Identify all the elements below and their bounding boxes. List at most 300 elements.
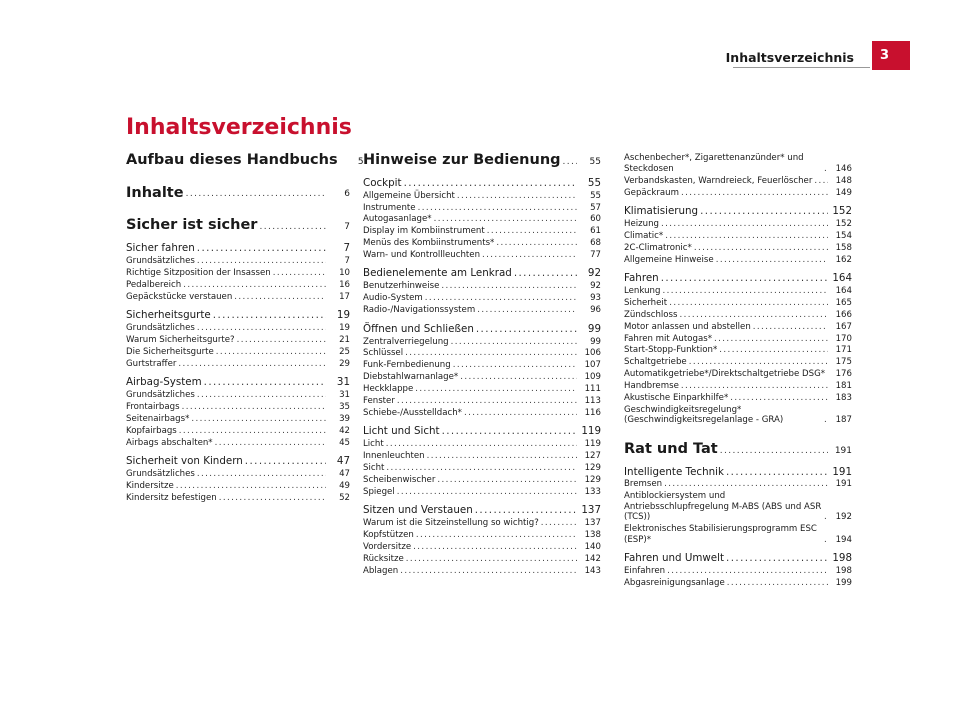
toc-entry-page: 6 (344, 189, 350, 200)
toc-entry-page: 7 (344, 222, 350, 233)
running-header-title: Inhaltsverzeichnis (725, 50, 854, 65)
toc-entry-page: 198 (835, 566, 852, 577)
toc-entry-title: Gepäckstücke verstauen (126, 291, 233, 302)
dot-leader (661, 272, 828, 285)
dot-leader (541, 518, 577, 528)
toc-entry-page: 127 (584, 451, 601, 462)
toc-entry-title: Abgasreinigungsanlage (624, 577, 725, 588)
toc-entry-page: 10 (339, 267, 350, 278)
dot-leader (464, 408, 577, 418)
toc-entry-title: Kindersitz befestigen (126, 492, 217, 503)
toc-entry-title: Intelligente Technik (624, 465, 724, 478)
toc-entry[interactable] (126, 280, 350, 290)
toc-entry-title: Richtige Sitzposition der Insassen (126, 267, 271, 278)
toc-entry-title: Schlüssel (363, 348, 404, 359)
toc-entry[interactable] (126, 376, 350, 389)
toc-entry[interactable] (126, 426, 350, 436)
toc-entry-page: 129 (584, 474, 601, 485)
dot-leader (667, 566, 828, 576)
toc-entry[interactable] (363, 238, 601, 248)
toc-entry[interactable] (363, 177, 601, 190)
header-rule (733, 67, 870, 68)
toc-entry-page: 194 (835, 534, 852, 545)
toc-entry-page: 191 (835, 479, 852, 490)
toc-entry[interactable] (363, 337, 601, 347)
dot-leader (714, 334, 828, 344)
toc-entry-page: 92 (590, 281, 601, 292)
toc-entry-page: 167 (835, 321, 852, 332)
toc-entry-title: Instrumente (363, 202, 416, 213)
toc-entry[interactable] (363, 504, 601, 517)
toc-entry-title: Rat und Tat (624, 440, 718, 457)
toc-entry-page: 31 (339, 390, 350, 401)
toc-entry[interactable] (363, 542, 601, 552)
toc-entry[interactable] (624, 524, 852, 545)
dot-leader (720, 446, 828, 459)
toc-entry-title: Die Sicherheitsgurte (126, 346, 214, 357)
toc-entry-title: Heizung (624, 219, 659, 230)
toc-entry-title: Menüs des Kombiinstruments* (363, 238, 495, 249)
toc-entry[interactable] (363, 408, 601, 418)
toc-entry[interactable] (126, 481, 350, 491)
toc-entry[interactable] (126, 292, 350, 302)
toc-entry[interactable] (363, 226, 601, 236)
toc-entry[interactable] (126, 309, 350, 322)
toc-entry-page: 111 (584, 384, 601, 395)
toc-entry-page: 55 (589, 156, 601, 167)
toc-entry-page: 93 (590, 293, 601, 304)
toc-entry[interactable] (363, 451, 601, 461)
toc-entry[interactable] (624, 205, 852, 218)
toc-entry-page: 170 (835, 333, 852, 344)
toc-entry[interactable] (126, 455, 350, 468)
toc-entry-page: 25 (339, 346, 350, 357)
toc-entry[interactable] (126, 152, 364, 170)
toc-entry[interactable] (126, 469, 350, 479)
toc-entry-page: 109 (584, 372, 601, 383)
toc-entry[interactable] (126, 268, 350, 278)
toc-entry-page: 191 (834, 445, 852, 456)
toc-entry[interactable] (126, 493, 350, 503)
dot-leader (178, 359, 326, 369)
toc-entry-title: Hinweise zur Bedienung (363, 152, 561, 168)
toc-entry-title: Frontairbags (126, 401, 180, 412)
toc-entry-title: Licht (363, 439, 384, 450)
toc-entry-page: 129 (584, 463, 601, 474)
toc-entry[interactable] (126, 217, 350, 235)
dot-leader (397, 396, 577, 406)
toc-entry-page: 187 (835, 415, 852, 426)
dot-leader (482, 250, 577, 260)
toc-entry[interactable] (363, 425, 601, 438)
toc-entry-title: Aufbau dieses Handbuchs (126, 152, 338, 168)
toc-entry[interactable] (624, 466, 852, 479)
toc-entry-title: Aschenbecher*, Zigarettenanzünder* und Steckdosen (624, 153, 804, 174)
dot-leader (460, 372, 577, 382)
toc-entry[interactable] (624, 176, 852, 186)
toc-entry[interactable] (624, 552, 852, 565)
toc-entry-page: 99 (587, 322, 601, 335)
toc-entry[interactable] (624, 479, 852, 489)
dot-leader (669, 298, 828, 308)
toc-entry[interactable] (363, 463, 601, 473)
dot-leader (259, 222, 326, 235)
dot-leader (437, 475, 577, 485)
toc-entry-page: 55 (587, 176, 601, 189)
dot-leader (182, 402, 326, 412)
dot-leader (753, 322, 828, 332)
dot-leader (197, 390, 326, 400)
toc-entry[interactable] (126, 359, 350, 369)
dot-leader (453, 360, 577, 370)
toc-entry-page: 191 (832, 465, 852, 478)
toc-entry-page: 175 (835, 357, 852, 368)
toc-entry[interactable] (363, 191, 601, 201)
toc-column-1 (126, 152, 364, 503)
toc-entry[interactable] (363, 281, 601, 291)
toc-entry-title: Sitzen und Verstauen (363, 504, 473, 517)
toc-entry[interactable] (624, 231, 852, 241)
toc-entry-page: 137 (581, 504, 601, 517)
toc-entry-title: Rücksitze (363, 553, 404, 564)
toc-entry[interactable] (126, 402, 350, 412)
section-spacer (624, 426, 852, 432)
toc-entry-title: Airbags abschalten* (126, 437, 213, 448)
toc-entry[interactable] (624, 188, 852, 198)
toc-entry-page: 142 (584, 553, 601, 564)
toc-entry[interactable] (624, 566, 852, 576)
dot-leader (237, 335, 326, 345)
toc-entry-page: 77 (590, 250, 601, 260)
toc-entry[interactable] (624, 153, 852, 174)
toc-entry-page: 17 (339, 291, 350, 302)
toc-entry[interactable] (363, 250, 601, 260)
dot-leader (694, 243, 828, 253)
dot-leader (487, 226, 577, 236)
toc-entry-title: Elektronisches Stabilisierungsprogramm ESC (ESP)* (624, 524, 817, 545)
toc-entry-title: Warn- und Kontrollleuchten (363, 250, 481, 260)
toc-entry[interactable] (126, 185, 350, 203)
toc-entry-title: Lenkung (624, 286, 661, 297)
toc-entry[interactable] (624, 357, 852, 367)
dot-leader (179, 426, 326, 436)
dot-leader (197, 256, 326, 266)
toc-entry[interactable] (363, 372, 601, 382)
dot-leader (245, 455, 326, 468)
toc-entry-title: Schiebe-/Ausstelldach* (363, 407, 462, 418)
dot-leader (234, 292, 326, 302)
dot-leader (824, 512, 828, 522)
dot-leader (215, 438, 326, 448)
toc-entry-page: 19 (336, 309, 350, 322)
toc-entry[interactable] (126, 256, 350, 266)
dot-leader (197, 323, 326, 333)
toc-entry-title: Scheibenwischer (363, 474, 436, 485)
toc-entry[interactable] (363, 323, 601, 336)
toc-entry-page: 47 (339, 469, 350, 480)
toc-entry[interactable] (624, 441, 852, 459)
toc-entry-title: Grundsätzliches (126, 323, 195, 334)
toc-entry-page: 119 (584, 439, 601, 450)
toc-entry[interactable] (363, 214, 601, 224)
toc-entry-page: 119 (581, 425, 601, 438)
dot-leader (824, 164, 828, 174)
toc-entry[interactable] (126, 438, 350, 448)
toc-entry-title: Licht und Sicht (363, 425, 440, 438)
toc-column-2 (363, 152, 601, 576)
dot-leader (415, 384, 577, 394)
toc-entry[interactable] (624, 578, 852, 588)
dot-leader (681, 381, 828, 391)
toc-entry[interactable] (126, 414, 350, 424)
toc-entry-page: 166 (835, 309, 852, 320)
toc-entry-page: 39 (339, 413, 350, 424)
toc-entry-title: Zündschloss (624, 309, 678, 320)
toc-entry-title: Diebstahlwarnanlage* (363, 372, 459, 383)
toc-entry-page: 140 (584, 541, 601, 552)
toc-entry-page: 29 (339, 358, 350, 369)
toc-entry-title: Kopfstützen (363, 530, 414, 541)
toc-entry-page: 164 (835, 286, 852, 297)
toc-entry-title: Seitenairbags* (126, 413, 190, 424)
dot-leader (219, 493, 326, 503)
toc-entry-title: Gurtstraffer (126, 358, 177, 369)
toc-entry[interactable] (363, 475, 601, 485)
dot-leader (400, 566, 577, 576)
toc-entry-page: 183 (835, 392, 852, 403)
toc-entry-title: Start-Stopp-Funktion* (624, 345, 718, 356)
toc-entry-page: 152 (835, 219, 852, 230)
toc-entry[interactable] (624, 322, 852, 332)
toc-entry-page: 116 (584, 407, 601, 418)
toc-entry-title: Verbandskasten, Warndreieck, Feuerlöscher (624, 175, 813, 186)
toc-entry-title: Fahren (624, 272, 659, 285)
toc-entry[interactable] (624, 272, 852, 285)
toc-entry-title: Cockpit (363, 176, 402, 189)
dot-leader (730, 393, 828, 403)
toc-entry[interactable] (624, 310, 852, 320)
toc-entry-title: Allgemeine Hinweise (624, 254, 714, 265)
dot-leader (716, 255, 828, 265)
toc-entry-title: Fahren mit Autogas* (624, 333, 712, 344)
toc-entry-page: 165 (835, 297, 852, 308)
dot-leader (204, 376, 326, 389)
toc-entry-page: 171 (835, 345, 852, 356)
toc-entry[interactable] (363, 487, 601, 497)
toc-entry-title: Autogasanlage* (363, 214, 432, 225)
toc-entry-title: Fenster (363, 395, 395, 406)
dot-leader (197, 469, 326, 479)
dot-leader (186, 189, 326, 202)
toc-entry[interactable] (363, 152, 601, 170)
toc-entry[interactable] (624, 286, 852, 296)
toc-entry-page: 146 (835, 163, 852, 174)
toc-entry[interactable] (624, 369, 852, 379)
toc-entry-page: 16 (339, 279, 350, 290)
dot-leader (434, 214, 577, 224)
toc-entry[interactable] (363, 305, 601, 315)
dot-leader (726, 552, 828, 565)
toc-entry-title: Bedienelemente am Lenkrad (363, 267, 512, 280)
toc-entry-title: Grundsätzliches (126, 256, 195, 266)
toc-entry-title: Kindersitze (126, 480, 174, 491)
toc-entry[interactable] (363, 554, 601, 564)
dot-leader (824, 535, 828, 545)
toc-entry[interactable] (126, 335, 350, 345)
toc-entry-page: 35 (339, 401, 350, 412)
dot-leader (662, 286, 828, 296)
toc-entry-title: Automatikgetriebe*/Direktschaltgetriebe DSG* (624, 369, 826, 380)
toc-entry-title: Inhalte (126, 184, 184, 201)
toc-entry-title: Sicher ist sicher (126, 217, 258, 234)
section-spacer (126, 170, 350, 176)
toc-entry-page: 198 (832, 552, 852, 565)
toc-entry-title: Sicherheitsgurte (126, 309, 211, 322)
dot-leader (405, 348, 577, 358)
toc-entry-page: 199 (835, 577, 852, 588)
toc-entry-page: 164 (832, 272, 852, 285)
toc-entry-page: 42 (339, 425, 350, 436)
dot-leader (700, 205, 828, 218)
dot-leader (679, 310, 828, 320)
toc-entry-title: Handbremse (624, 381, 679, 392)
dot-leader (814, 176, 828, 186)
dot-leader (273, 268, 326, 278)
dot-leader (397, 487, 577, 497)
toc-entry-page: 143 (584, 565, 601, 576)
toc-entry-title: Kopfairbags (126, 425, 177, 436)
toc-entry[interactable] (363, 396, 601, 406)
toc-entry-page: 149 (835, 187, 852, 198)
toc-entry-title: Zentralverriegelung (363, 336, 449, 347)
toc-entry[interactable] (363, 293, 601, 303)
dot-leader (475, 504, 577, 517)
toc-entry[interactable] (126, 323, 350, 333)
dot-leader (824, 415, 828, 425)
dot-leader (477, 305, 577, 315)
toc-entry-title: Audio-System (363, 293, 423, 304)
toc-entry-page: 47 (336, 455, 350, 468)
toc-entry[interactable] (624, 243, 852, 253)
toc-entry[interactable] (126, 390, 350, 400)
toc-entry-title: Sicher fahren (126, 242, 195, 255)
toc-entry[interactable] (624, 405, 852, 426)
toc-entry-page: 181 (835, 381, 852, 392)
toc-entry[interactable] (624, 381, 852, 391)
page-number-tab: 3 (872, 41, 910, 70)
toc-entry-page: 192 (835, 512, 852, 523)
toc-entry[interactable] (363, 530, 601, 540)
document-title: Inhaltsverzeichnis (126, 115, 352, 140)
toc-entry-title: Airbag-System (126, 376, 202, 389)
toc-entry-title: Climatic* (624, 230, 664, 241)
toc-entry-title: Innenleuchten (363, 451, 425, 462)
toc-entry-title: Einfahren (624, 566, 666, 577)
toc-entry-title: Spiegel (363, 486, 395, 497)
toc-entry[interactable] (363, 203, 601, 213)
toc-entry-page: 138 (584, 530, 601, 541)
dot-leader (213, 309, 326, 322)
toc-entry-title: Sicherheit (624, 297, 668, 308)
dot-leader (197, 242, 326, 255)
toc-entry-title: Vordersitze (363, 541, 412, 552)
toc-entry-title: Allgemeine Übersicht (363, 190, 455, 201)
toc-entry-title: Antiblockiersystem und Antriebsschlupfregelung M-ABS (ABS und ASR (TCS)) (624, 491, 822, 523)
toc-entry-page: 55 (590, 190, 601, 201)
toc-entry[interactable] (624, 255, 852, 265)
toc-entry-page: 45 (339, 437, 350, 448)
toc-entry-page: 158 (835, 242, 852, 253)
dot-leader (427, 451, 577, 461)
dot-leader (457, 191, 577, 201)
toc-entry-page: 113 (584, 395, 601, 406)
toc-entry-page: 133 (584, 486, 601, 497)
toc-entry-title: Grundsätzliches (126, 390, 195, 401)
toc-entry-title: Funk-Fernbedienung (363, 360, 451, 371)
toc-entry[interactable] (363, 439, 601, 449)
toc-entry-page: 19 (339, 323, 350, 334)
dot-leader (664, 479, 828, 489)
toc-entry-page: 106 (584, 348, 601, 359)
toc-entry-page: 49 (339, 480, 350, 491)
toc-entry-page: 137 (584, 518, 601, 529)
toc-entry-title: Heckklappe (363, 384, 414, 395)
toc-entry[interactable] (363, 566, 601, 576)
toc-entry-title: Grundsätzliches (126, 469, 195, 480)
toc-entry-page: 52 (339, 492, 350, 503)
toc-entry[interactable] (624, 334, 852, 344)
toc-entry[interactable] (363, 348, 601, 358)
toc-entry[interactable] (624, 491, 852, 522)
dot-leader (416, 530, 577, 540)
toc-entry[interactable] (624, 298, 852, 308)
toc-entry[interactable] (363, 267, 601, 280)
toc-entry-page: 60 (590, 214, 601, 225)
toc-entry-title: 2C-Climatronic* (624, 242, 692, 253)
toc-entry-title: Gepäckraum (624, 187, 679, 198)
toc-entry[interactable] (363, 360, 601, 370)
toc-entry-title: Fahren und Umwelt (624, 552, 725, 565)
dot-leader (441, 281, 577, 291)
toc-entry-title: Sicherheit von Kindern (126, 455, 243, 468)
toc-entry[interactable] (624, 345, 852, 355)
toc-entry[interactable] (126, 242, 350, 255)
toc-entry[interactable] (363, 518, 601, 528)
dot-leader (216, 347, 326, 357)
dot-leader (563, 157, 577, 170)
toc-entry-page: 176 (835, 369, 852, 380)
toc-entry-page: 148 (835, 175, 852, 186)
toc-entry-title: Öffnen und Schließen (363, 322, 474, 335)
toc-entry[interactable] (363, 384, 601, 394)
toc-entry-title: Akustische Einparkhilfe* (624, 392, 729, 403)
toc-entry[interactable] (126, 347, 350, 357)
toc-entry-title: Geschwindigkeitsregelung* (Geschwindigkeitsregelanlage - GRA) (624, 404, 784, 426)
toc-entry-title: Pedalbereich (126, 279, 182, 290)
dot-leader (661, 219, 828, 229)
dot-leader (418, 203, 577, 213)
toc-entry[interactable] (624, 219, 852, 229)
section-spacer (126, 202, 350, 208)
dot-leader (386, 463, 577, 473)
toc-entry-page: 152 (832, 205, 852, 218)
toc-entry-page: 162 (835, 254, 852, 265)
dot-leader (425, 293, 577, 303)
toc-entry-title: Motor anlassen und abstellen (624, 321, 751, 332)
toc-entry[interactable] (624, 393, 852, 403)
dot-leader (496, 238, 577, 248)
toc-entry-page: 5 (357, 156, 364, 167)
